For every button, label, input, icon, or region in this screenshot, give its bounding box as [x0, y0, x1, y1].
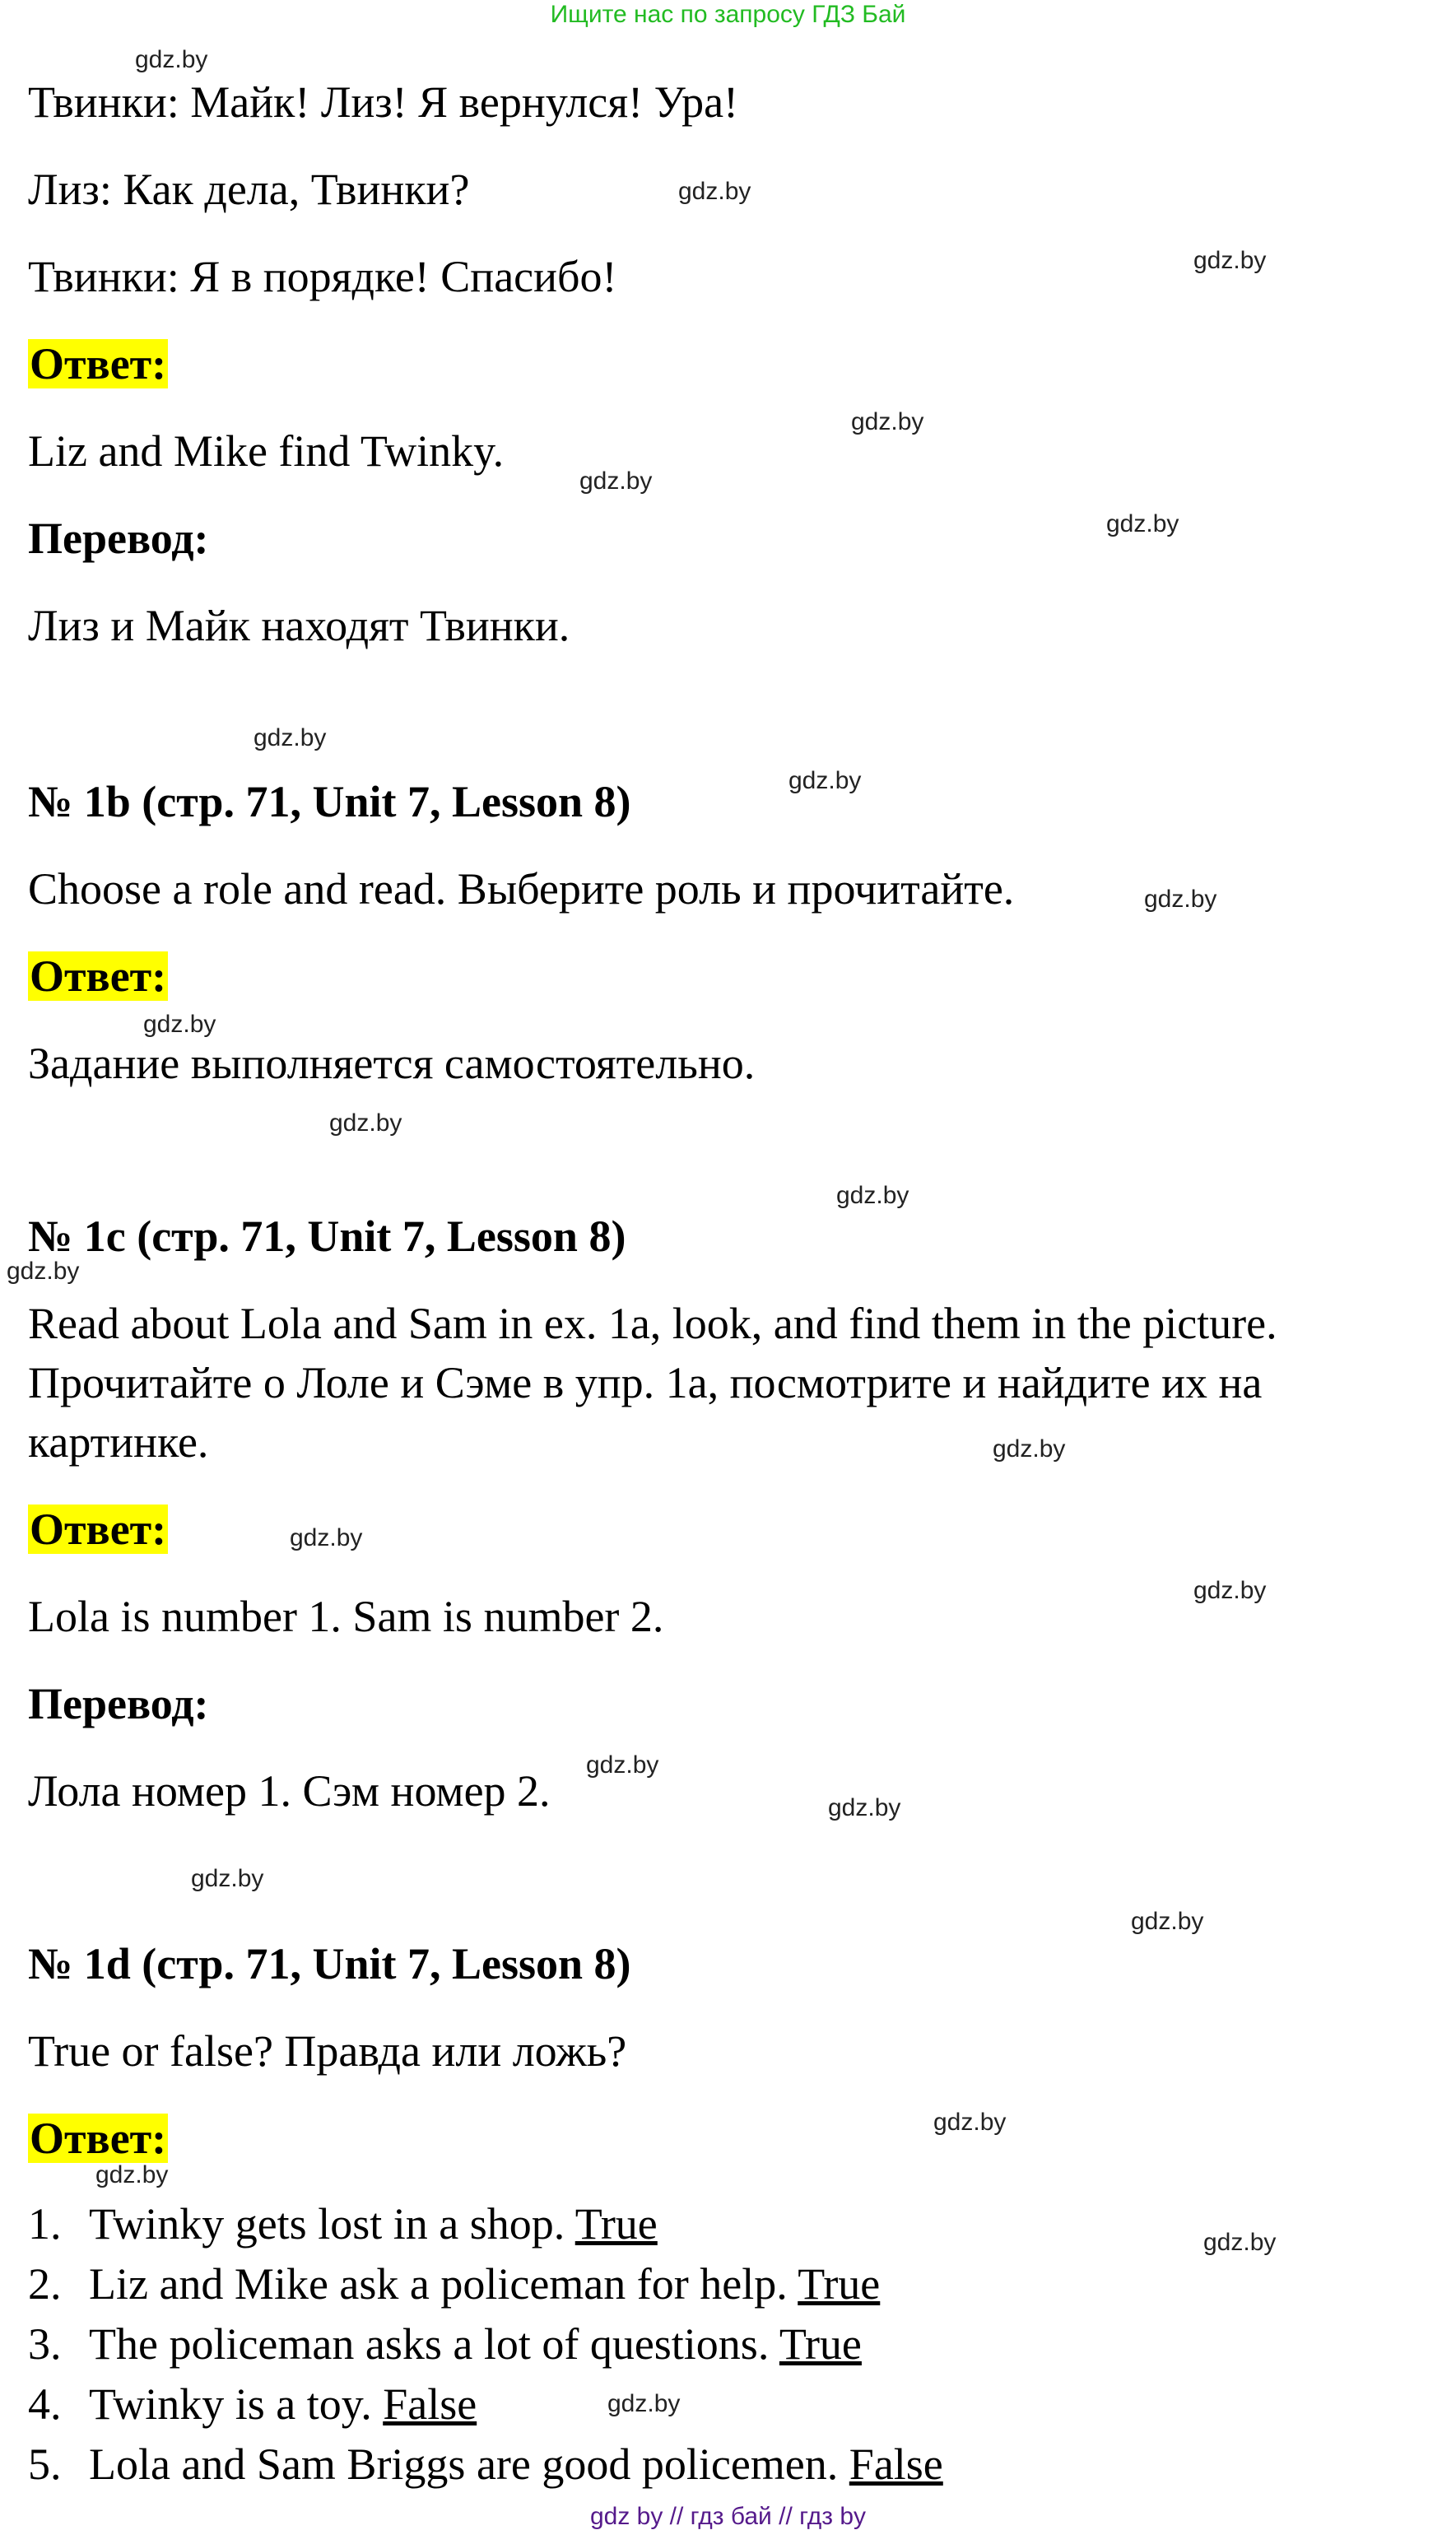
watermark: gdz.by [254, 724, 327, 751]
answer-label: Ответ: [30, 951, 167, 1001]
watermark: gdz.by [191, 1865, 264, 1892]
exercise-task-1b: Choose a role and read. Выберите роль и прочитайте. [28, 864, 1015, 914]
watermark: gdz.by [1193, 1577, 1267, 1604]
list-item-number: 5. [28, 2439, 62, 2489]
list-item [28, 2318, 862, 2370]
dialogue-line: Лиз: Как дела, Твинки? [28, 165, 470, 214]
list-item [28, 2378, 477, 2430]
list-item [28, 2438, 943, 2491]
watermark: gdz.by [851, 408, 924, 435]
list-item-text: Twinky gets lost in a shop. [89, 2199, 575, 2249]
translation-label: Перевод: [28, 1679, 209, 1728]
watermark: gdz.by [329, 1109, 402, 1137]
watermark: gdz.by [143, 1011, 216, 1038]
watermark: gdz.by [836, 1182, 909, 1209]
watermark: gdz.by [678, 178, 751, 205]
top-banner[interactable]: Ищите нас по запросу ГДЗ Бай [550, 1, 906, 28]
watermark: gdz.by [993, 1435, 1066, 1463]
list-item-verdict: True [574, 2199, 658, 2249]
watermark: gdz.by [788, 767, 862, 794]
footer-links[interactable]: gdz by // гдз бай // гдз by [589, 2503, 867, 2530]
translation-text: Лола номер 1. Сэм номер 2. [28, 1766, 551, 1816]
exercise-task-1c-line: картинке. [28, 1417, 209, 1467]
watermark: gdz.by [828, 1794, 901, 1821]
watermark: gdz.by [579, 467, 653, 495]
watermark: gdz.by [607, 2390, 681, 2417]
watermark: gdz.by [290, 1524, 363, 1551]
translation-text: Лиз и Майк находят Твинки. [28, 601, 570, 650]
list-item-text: The policeman asks a lot of questions. [89, 2319, 779, 2369]
answer-label: Ответ: [30, 339, 167, 388]
exercise-title-1d: № 1d (стр. 71, Unit 7, Lesson 8) [28, 1939, 631, 1988]
list-item-verdict: True [798, 2259, 881, 2309]
list-item-text: Twinky is a toy. [89, 2379, 384, 2429]
list-item-number: 3. [28, 2319, 62, 2369]
watermark: gdz.by [1131, 1908, 1204, 1935]
list-item-verdict: True [779, 2319, 862, 2369]
watermark: gdz.by [1144, 886, 1217, 913]
exercise-task-1c-line: Прочитайте о Лоле и Сэме в упр. 1а, посмотрите и найдите их на [28, 1358, 1263, 1407]
exercise-task-1c-line: Read about Lola and Sam in ex. 1a, look, and find them in the picture. [28, 1299, 1277, 1348]
list-item-verdict: False [383, 2379, 477, 2429]
list-item [28, 2198, 658, 2250]
watermark: gdz.by [95, 2161, 169, 2188]
translation-label: Перевод: [28, 514, 209, 563]
answer-label: Ответ: [30, 1505, 167, 1554]
watermark: gdz.by [1203, 2229, 1277, 2256]
watermark: gdz.by [933, 2109, 1007, 2136]
exercise-title-1c: № 1c (стр. 71, Unit 7, Lesson 8) [28, 1212, 626, 1261]
dialogue-line: Твинки: Я в порядке! Спасибо! [28, 252, 617, 301]
watermark: gdz.by [135, 46, 208, 73]
list-item [28, 2258, 880, 2310]
exercise-title-1b: № 1b (стр. 71, Unit 7, Lesson 8) [28, 777, 631, 826]
answer-text: Lola is number 1. Sam is number 2. [28, 1592, 664, 1641]
answer-text: Liz and Mike find Twinky. [28, 426, 505, 476]
list-item-text: Liz and Mike ask a policeman for help. [89, 2259, 798, 2309]
dialogue-line: Твинки: Майк! Лиз! Я вернулся! Ура! [28, 77, 739, 127]
watermark: gdz.by [1106, 510, 1179, 537]
list-item-number: 1. [28, 2199, 62, 2249]
watermark: gdz.by [586, 1751, 659, 1779]
list-item-verdict: False [849, 2439, 943, 2489]
list-item-number: 4. [28, 2379, 62, 2429]
answer-label: Ответ: [30, 2114, 167, 2163]
exercise-task-1d: True or false? Правда или ложь? [28, 2026, 627, 2076]
answer-text: Задание выполняется самостоятельно. [28, 1039, 756, 1088]
list-item-number: 2. [28, 2259, 62, 2309]
list-item-text: Lola and Sam Briggs are good policemen. [89, 2439, 849, 2489]
watermark: gdz.by [7, 1258, 80, 1285]
watermark: gdz.by [1193, 247, 1267, 274]
